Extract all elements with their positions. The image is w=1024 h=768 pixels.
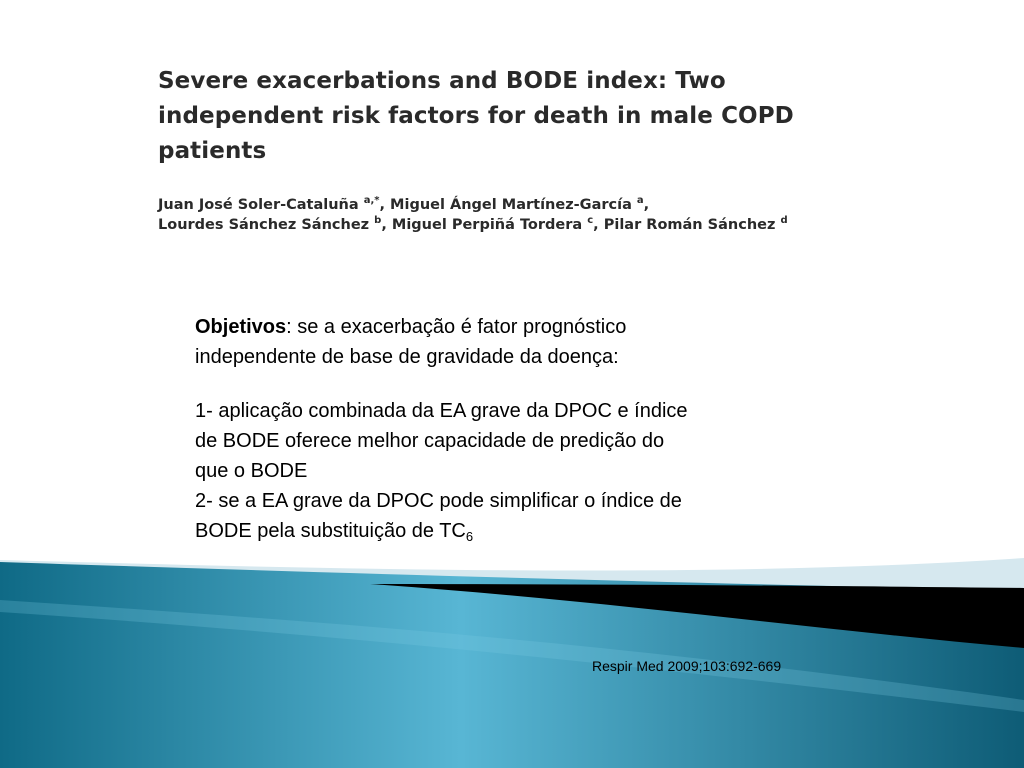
- author-name: , Miguel Ángel Martínez-García: [379, 197, 637, 213]
- objectives-paragraph: [195, 312, 835, 372]
- author-line-2: [158, 215, 858, 235]
- objective-item-line: 2- se a EA grave da DPOC pode simplificar o índice de: [195, 490, 682, 512]
- subscript-6: 6: [465, 529, 474, 544]
- author-name: , Pilar Román Sánchez: [593, 217, 781, 233]
- objective-item-line: que o BODE: [195, 460, 308, 482]
- author-affiliation: b: [374, 215, 382, 226]
- objectives-text-line: independente de base de gravidade da doença:: [195, 346, 619, 368]
- objective-item-1: [195, 396, 835, 486]
- article-title: [158, 64, 858, 169]
- article-title-line: Severe exacerbations and BODE index: Two: [158, 68, 726, 94]
- article-title-line: independent risk factors for death in male COPD: [158, 103, 794, 129]
- author-line-1: [158, 195, 858, 215]
- author-name: Juan José Soler-Cataluña: [158, 197, 364, 213]
- objectives-text: [195, 312, 835, 546]
- author-name: , Miguel Perpiñá Tordera: [381, 217, 588, 233]
- objective-item-line: 1- aplicação combinada da EA grave da DPOC e índice: [195, 400, 688, 422]
- author-affiliation: a,*: [363, 195, 380, 206]
- paragraph-gap: [195, 372, 835, 396]
- article-header: [158, 64, 858, 235]
- objectives-label: Objetivos: [195, 316, 287, 338]
- objective-item-2: [195, 486, 835, 546]
- objective-item-line: de BODE oferece melhor capacidade de predição do: [195, 430, 665, 452]
- objective-item-line: BODE pela substituição de TC: [195, 520, 466, 542]
- author-affiliation: a: [636, 195, 644, 206]
- article-title-line: patients: [158, 138, 267, 164]
- author-affiliation: c: [587, 215, 594, 226]
- author-list: [158, 195, 858, 235]
- author-name: Lourdes Sánchez Sánchez: [158, 217, 375, 233]
- author-affiliation: d: [780, 215, 788, 226]
- citation: Respir Med 2009;103:692-669: [592, 658, 782, 674]
- objectives-text-line: : se a exacerbação é fator prognóstico: [286, 316, 627, 338]
- author-separator: ,: [643, 197, 650, 213]
